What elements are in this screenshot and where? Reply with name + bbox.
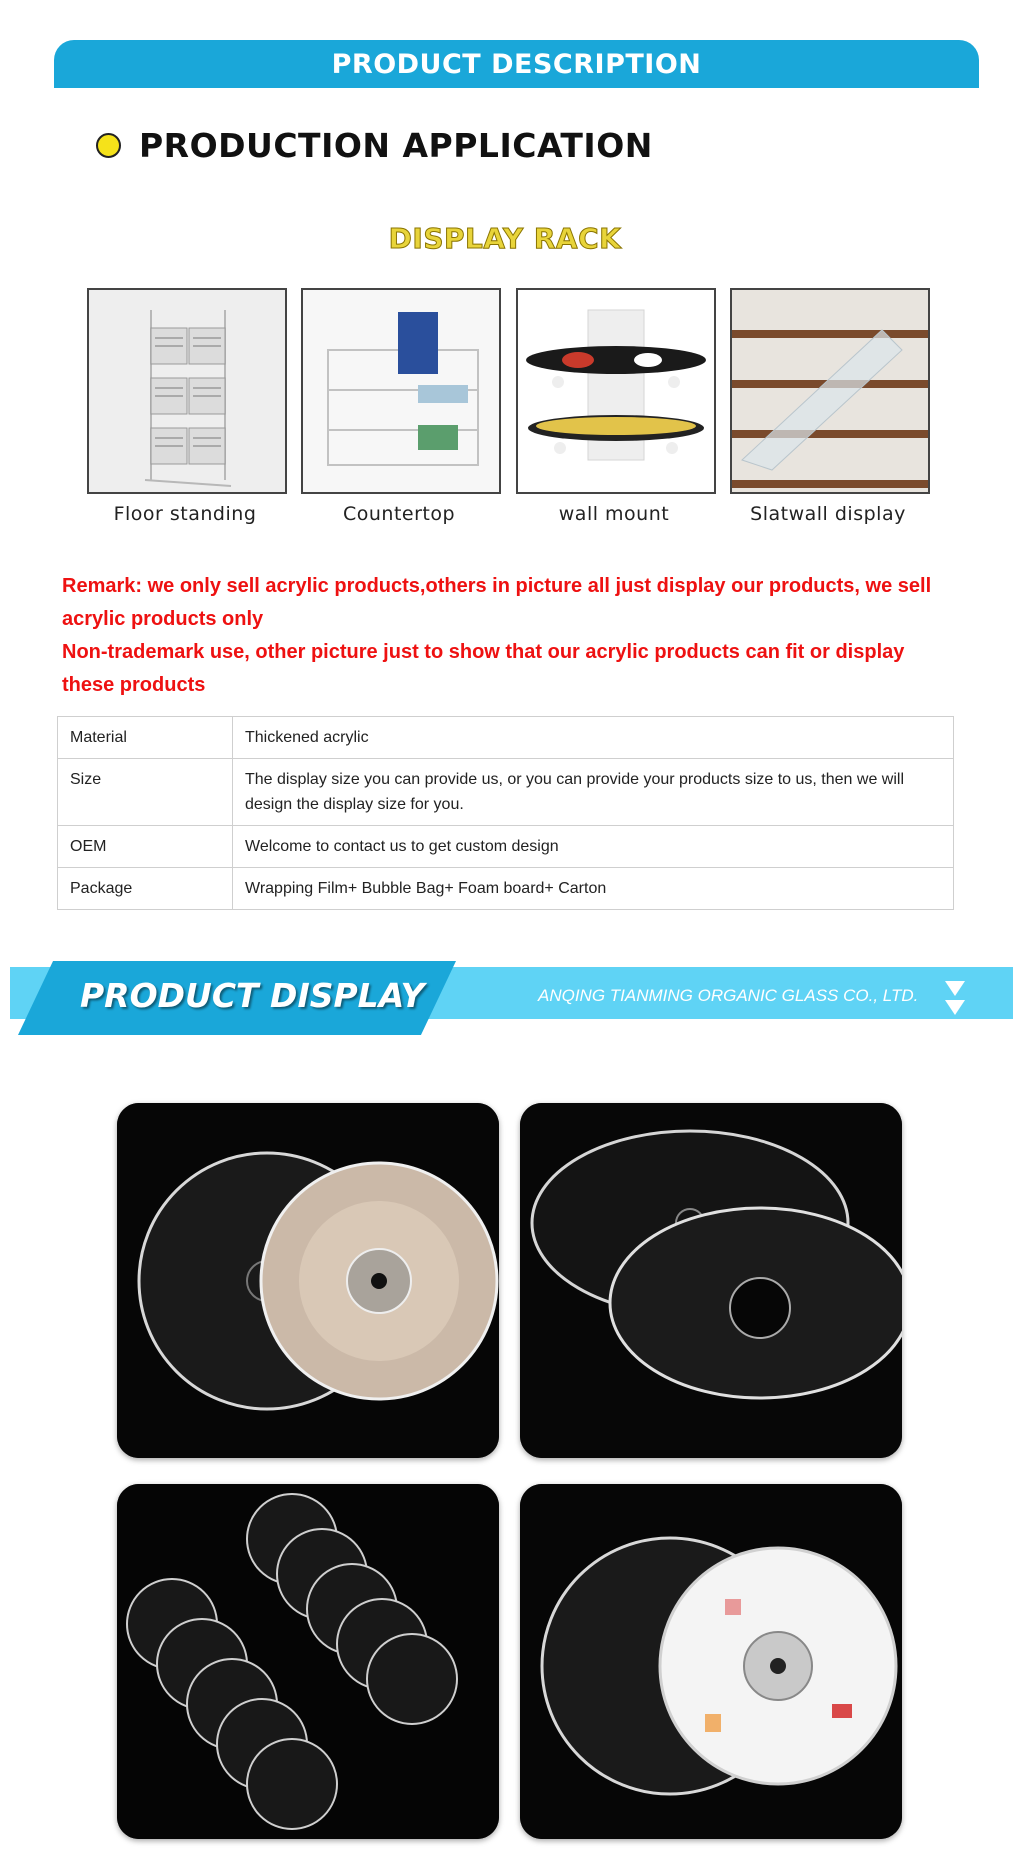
spec-key: Size: [58, 759, 233, 826]
table-row: [58, 868, 954, 910]
display-rack-title: DISPLAY RACK: [388, 222, 622, 255]
bullet-dot-icon: [96, 133, 121, 158]
slatwall-display-rack-image: [730, 288, 930, 494]
rack-label-wall-mount: wall mount: [558, 503, 670, 525]
product-photo-case-white-disc: [520, 1484, 902, 1839]
rack-label-slatwall-display: Slatwall display: [750, 503, 906, 525]
rack-label-countertop: Countertop: [342, 503, 456, 525]
wall-mount-rack-image: [516, 288, 716, 494]
product-description-title: PRODUCT DESCRIPTION: [331, 49, 702, 80]
company-name: ANQING TIANMING ORGANIC GLASS CO., LTD.: [538, 986, 919, 1005]
table-row: [58, 759, 954, 826]
spec-key: OEM: [58, 826, 233, 868]
remark-line-1: Remark: we only sell acrylic products,others in picture all just display our products, we sell acrylic products only: [62, 575, 932, 630]
product-description-banner: [54, 40, 979, 88]
product-photo-stacked-cases: [117, 1484, 499, 1839]
spec-value: Thickened acrylic: [233, 717, 954, 759]
countertop-rack-image: [301, 288, 501, 494]
product-photo-case-with-disc: [117, 1103, 499, 1458]
spec-value: Wrapping Film+ Bubble Bag+ Foam board+ Carton: [233, 868, 954, 910]
spec-value: Welcome to contact us to get custom design: [233, 826, 954, 868]
remark-text: [62, 570, 962, 702]
remark-line-2: Non-trademark use, other picture just to show that our acrylic products can fit or display these products: [62, 641, 905, 696]
product-photo-open-cases: [520, 1103, 902, 1458]
specification-table: [57, 716, 954, 910]
rack-label-floor-standing: Floor standing: [113, 503, 257, 525]
table-row: [58, 717, 954, 759]
spec-key: Material: [58, 717, 233, 759]
table-row: [58, 826, 954, 868]
production-application-heading: [96, 125, 653, 165]
spec-key: Package: [58, 868, 233, 910]
spec-value: The display size you can provide us, or you can provide your products size to us, then we will design the display size for you.: [233, 759, 954, 826]
double-chevron-down-icon: [944, 979, 966, 1019]
product-display-title: PRODUCT DISPLAY: [80, 976, 425, 1015]
production-application-title: PRODUCTION APPLICATION: [139, 125, 653, 165]
floor-standing-rack-image: [87, 288, 287, 494]
